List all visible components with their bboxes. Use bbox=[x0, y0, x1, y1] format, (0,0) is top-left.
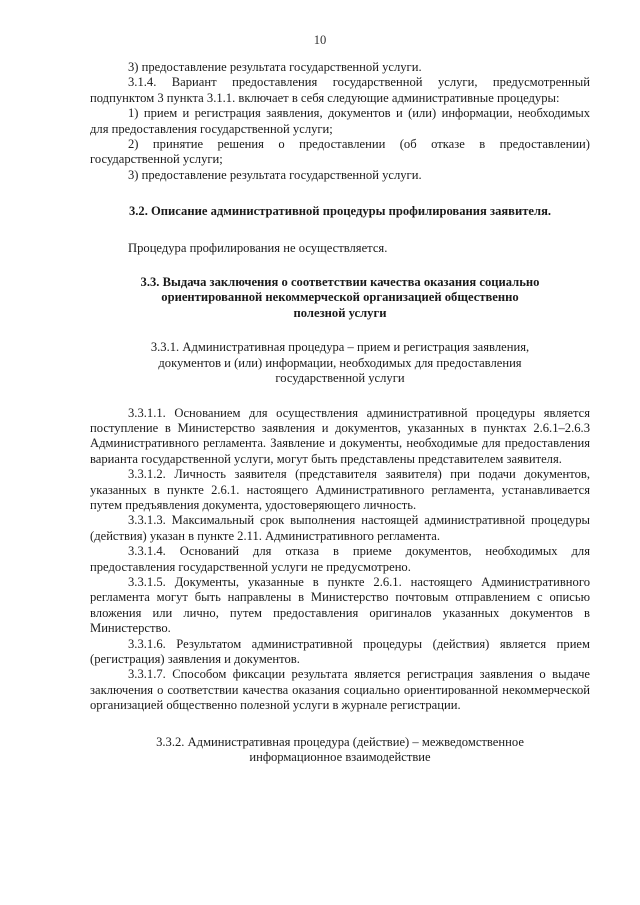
subsection-heading-3-3-1: 3.3.1. Административная процедура – прием и регистрация заявления, документов и (или) информации, необходимых для предоставления государственной услуги bbox=[150, 340, 530, 386]
paragraph: 3.3.1.6. Результатом административной процедуры (действия) является прием (регистрация) заявления и документов. bbox=[90, 636, 590, 666]
paragraph-group bbox=[90, 406, 590, 714]
section-heading-3-2: 3.2. Описание административной процедуры профилирования заявителя. bbox=[128, 204, 552, 219]
paragraph: 3.3.1.4. Оснований для отказа в приеме документов, необходимых для предоставления государственной услуги не предусмотрено. bbox=[90, 544, 590, 574]
paragraph: 3.3.1.3. Максимальный срок выполнения настоящей административной процедуры (действия) указан в пункте 2.11. Административного регламента. bbox=[90, 513, 590, 543]
paragraph: 3) предоставление результата государственной услуги. bbox=[128, 60, 422, 74]
paragraph: 3.1.4. Вариант предоставления государственной услуги, предусмотренный подпунктом 3 пункта 3.1.1. включает в себя следующие административные процедуры: bbox=[90, 75, 590, 105]
paragraph: 3.3.1.5. Документы, указанные в пункте 2.6.1. настоящего Административного регламента могут быть направлены в Министерство почтовым отправлением с описью вложения или лично, путем предоставления оригиналов указанных документов в Министерство. bbox=[90, 574, 590, 636]
page-number: 10 bbox=[313, 33, 327, 47]
subsection-heading-3-3-2: 3.3.2. Административная процедура (действие) – межведомственное информационное взаимодействие bbox=[156, 734, 524, 765]
page-content bbox=[90, 60, 590, 765]
paragraph: 1) прием и регистрация заявления, документов и (или) информации, необходимых для предоставления государственной услуги; bbox=[90, 106, 590, 136]
paragraph: 3.3.1.2. Личность заявителя (представителя заявителя) при подачи документов, указанных в пункте 2.6.1. настоящего Административного регламента, устанавливается путем предъявления документа, удостоверяющего личность. bbox=[90, 467, 590, 512]
paragraph: 2) принятие решения о предоставлении (об отказе в предоставлении) государственной услуги; bbox=[90, 137, 590, 167]
paragraph: Процедура профилирования не осуществляется. bbox=[128, 240, 388, 255]
paragraph: 3.3.1.7. Способом фиксации результата является регистрация заявления о выдаче заключения о соответствии качества оказания социально ориентированной некоммерческой организацией общественно полезной услуги в журнале регистрации. bbox=[90, 667, 590, 713]
section-heading-3-3: 3.3. Выдача заключения о соответствии качества оказания социально ориентированной некоммерческой организацией общественно полезной услуги bbox=[140, 275, 540, 320]
paragraph: 3.3.1.1. Основанием для осуществления административной процедуры является поступление в Министерство заявления и документов, указанных в пунктах 2.6.1–2.6.3 Административного регламента. Заявление и документы, необходимые для предоставления варианта государственной услуги, могут быть представлены представителем заявителя. bbox=[90, 405, 590, 466]
paragraph: 3) предоставление результата государственной услуги. bbox=[128, 167, 422, 182]
